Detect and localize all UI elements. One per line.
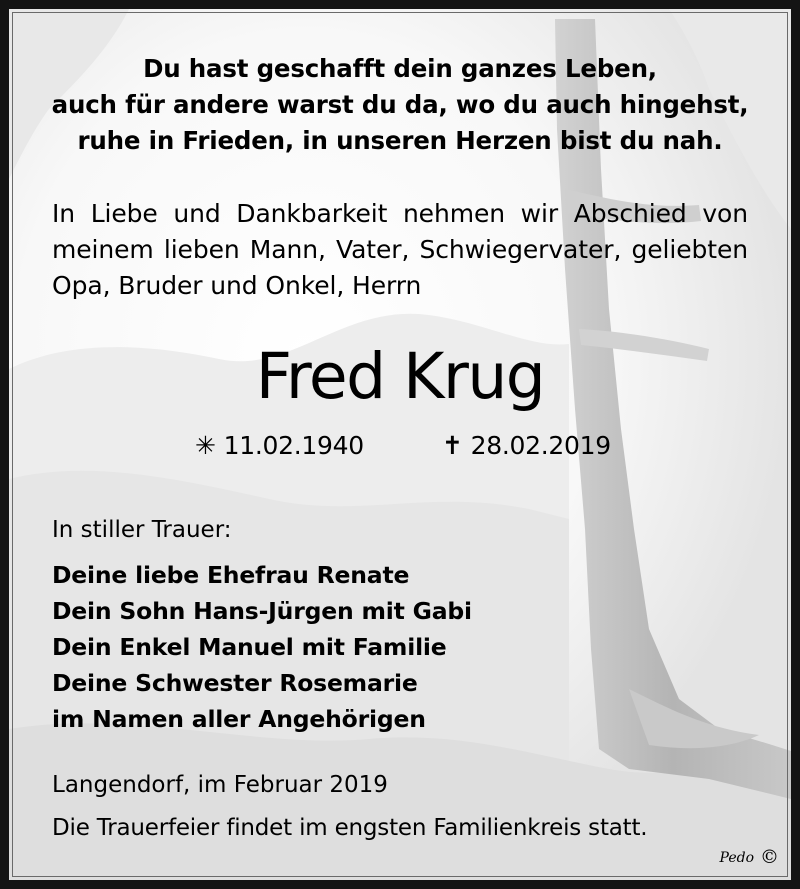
mourner-line: Deine Schwester Rosemarie	[52, 669, 418, 697]
mourning-label: In stiller Trauer:	[52, 517, 232, 543]
mourner-line: Deine liebe Ehefrau Renate	[52, 561, 410, 589]
designer-credit	[720, 846, 779, 868]
death-date	[442, 429, 611, 463]
farewell-intro	[52, 196, 748, 304]
verse-line: Du hast geschafft dein ganzes Leben,	[143, 54, 657, 83]
death-date-value: 28.02.2019	[470, 431, 611, 460]
intro-line: In Liebe und Dankbarkeit nehmen wir Abschied von	[52, 199, 748, 228]
birth-date	[195, 429, 364, 463]
mourner-line: Dein Enkel Manuel mit Familie	[52, 633, 447, 661]
birth-star-icon: ✳	[195, 431, 216, 460]
verse-line: ruhe in Frieden, in unseren Herzen bist du nah.	[77, 126, 723, 155]
intro-line: meinem lieben Mann, Vater, Schwiegervater, geliebten	[52, 235, 748, 264]
credit-author: Pedo	[719, 850, 754, 866]
mourner-line: im Namen aller Angehörigen	[52, 705, 426, 733]
deceased-name: Fred Krug	[255, 340, 545, 413]
birth-date-value: 11.02.1940	[223, 431, 364, 460]
intro-line: Opa, Bruder und Onkel, Herrn	[52, 271, 422, 300]
death-cross-icon: ✝	[442, 431, 463, 460]
mourners-list	[52, 557, 472, 737]
ceremony-note: Die Trauerfeier findet im engsten Familienkreis statt.	[52, 815, 648, 841]
memorial-verse	[9, 51, 791, 159]
copyright-icon: ©	[760, 846, 779, 868]
verse-line: auch für andere warst du da, wo du auch hingehst,	[51, 90, 749, 119]
place-and-date: Langendorf, im Februar 2019	[52, 772, 388, 798]
mourner-line: Dein Sohn Hans-Jürgen mit Gabi	[52, 597, 472, 625]
